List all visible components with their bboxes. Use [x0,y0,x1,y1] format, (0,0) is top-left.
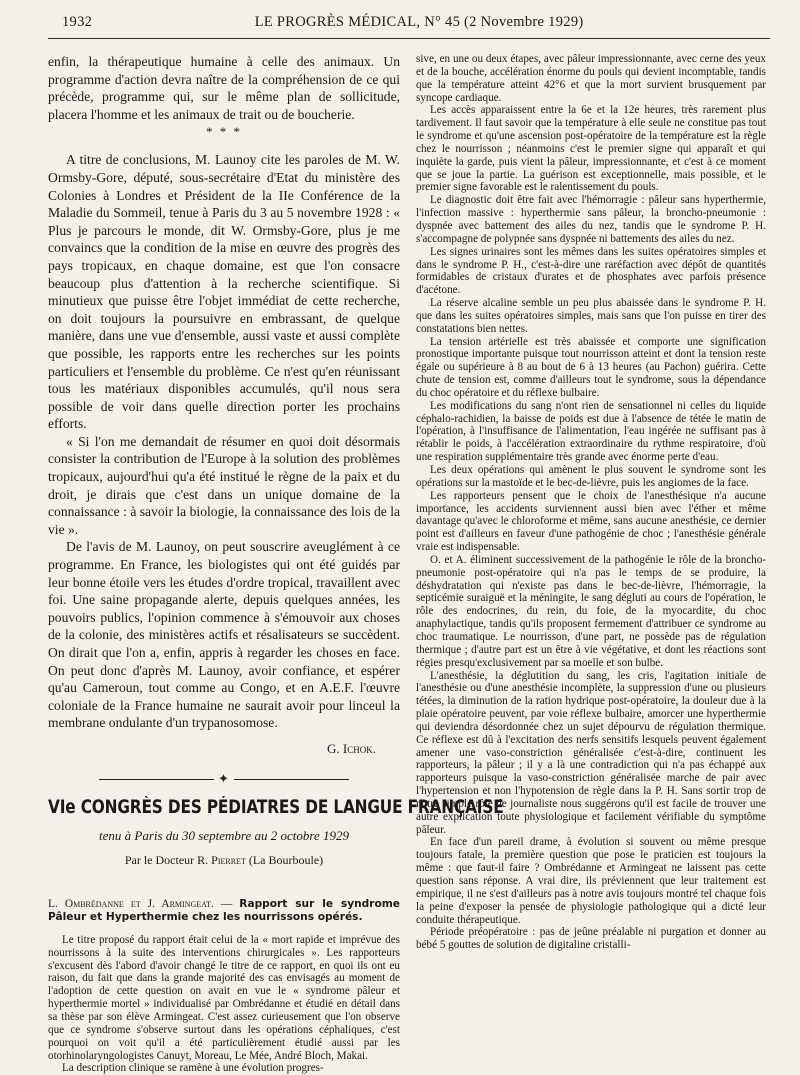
journal-title: LE PROGRÈS MÉDICAL, N° 45 (2 Novembre 1929) [254,14,584,30]
two-column-body [48,53,770,1075]
paragraph: Les signes urinaires sont les mêmes dans les suites opératoires simples et dans le syndrome P. H., c'est-à-dire une raréfaction avec dépôt de quantités formidables de cristaux d'urates et de phosphates avec parfois présence d'acétone. [416,245,766,297]
congress-title: VIe CONGRÈS DES PÉDIATRES DE LANGUE FRANÇAISE [48,797,504,819]
report-authors: L. Ombrédanne et J. Armingeat. — [48,897,233,910]
paragraph: L'anesthésie, la déglutition du sang, les cris, l'agitation initiale de l'anesthésie ou d'une anesthésie incomplète, la suppression d'une ou plusieurs tétées, la diminution de la ration hydrique post-opératoire, la douleur due à la plaie opératoire peuvent, par voie réflexe bulbaire, amorcer une hyperthermie qui deviendra désordonnée chez un sujet dépourvu de régulation thermique. Ce réflexe est dû à l'excitation des nerfs sensitifs lesquels peuvent également amener une vaso-constriction généralisée c'est-à-dire, continuent les rapporteurs, la pâleur ; il y a là une contradiction qui n'a pas échappé aux rapporteurs puisque la vaso-constriction généralisée marche de pair avec l'hypertension et non l'hypotension de règle dans la P. H. Sans sortir trop de notre simple rôle de journaliste nous suggérons qu'il est facile de trouver une autre explication toute physiologique et facilement vérifiable du symptôme pâleur. [416,669,766,836]
paragraph: enfin, la thérapeutique humaine à celle des animaux. Un programme d'action devra naître de la compréhension de ce qui précède, programme qui, sur le même plan de sollicitude, placera l'homme et les animaux de trait ou de boucherie. [48,54,400,122]
author-signature: G. Ichok. [327,740,376,756]
paragraph: Le diagnostic doit être fait avec l'hémorragie : pâleur sans hyperthermie, l'infection massive : hyperthermie sans pâleur, la broncho-pneumonie : dyspnée avec battement des ailes du nez, tandis que le syndrome P. H. s'accompagne de polypnée sans dyspnée ni battements des ailes du nez. [416,194,766,245]
paragraph: La réserve alcaline semble un peu plus abaissée dans le syndrome P. H. que dans les suites opératoires simples, mais sans que l'on puisse en tirer des constatations bien nettes. [416,297,766,335]
section-stars: * * * [206,124,242,140]
paragraph: « Si l'on me demandait de résumer en quoi doit désormais consister la contribution de l'Europe à la solution des problèmes tropicaux, aujourd'hui qu'a été institué le règne de la paix et du droit, je dirais que c'est dans un unique domaine de la connaissance : à savoir la biologie, la connaissance des lois de la vie ». [48,433,400,537]
paragraph: Période préopératoire : pas de jeûne préalable ni purgation et donner au bébé 5 gouttes de solution de digitaline cristalli- [416,926,766,952]
report-title: Rapport sur le syndrome Pâleur et Hyperthermie chez les nourrissons opérés. [48,897,400,923]
congress-author [48,852,400,870]
paragraph: De l'avis de M. Launoy, on peut souscrire aveuglément à ce programme. En France, les biologistes qui ont été guidés par leur bonne étoile vers les études d'ordre tropical, travaillent avec foi. Une saine propagande alerte, depuis quelques années, les pouvoirs publics, l'opinion commence à s'émouvoir aux choses de la colonie, des ministères actifs et résalisateurs se succèdent. On dirait que l'on a, enfin, appris à regarder les choses en face. On peut donc d'après M. Launoy, avoir confiance, et espérer qu'au Cameroun, tout comme au Congo, et en A.E.F. l'œuvre coloniale de la France humaine ne saurait avoir pour linceul la membrane ondulante d'un trypanosomose. [48,539,400,731]
report-section [48,898,400,1075]
paragraph: O. et A. éliminent successivement de la pathogénie le rôle de la broncho-pneumonie post-opératoire qui n'a pas le temps de se produire, la déshydratation qui n'existe pas dans le bec-de-lièvre, l'hémorragie, la septicémie suraiguë et la méningite, le sang dégluti au cours de l'opération, le rôle des endocrines, du rein, du foie, de la myocardite, du choc anaphylactique, tandis qu'ils proposent fermement d'attribuer ce syndrome au choc traumatique. Le nourrisson, d'une part, ne possède pas de régulation thermique ; d'autre part est un être à vie végétative, et dont les réactions sont régies presqu'exclusivement par sa moelle et son bulbe. [416,553,766,669]
congress-subtitle: tenu à Paris du 30 septembre au 2 octobre 1929 [99,827,349,843]
ornament-rule [99,779,214,780]
author-name: R. Pierret [197,853,246,868]
paragraph: Les rapporteurs pensent que le choix de l'anesthésique n'a aucune importance, les accidents surviennent aussi bien avec l'éther et même davantage qu'avec le chloroforme et même, sans aucune anesthésie, ce dernier point est d'ailleurs en faveur d'une pathogénie de choc ; l'anesthésie générale vraie est indispensable. [416,489,766,554]
ornament-glyph: ✦ [218,770,230,786]
left-column [48,53,504,1075]
author-affiliation: (La Bourboule) [248,853,324,868]
paragraph: sive, en une ou deux étapes, avec pâleur impressionnante, avec cerne des yeux et de la bouche, accélération énorme du pouls qui devient incomptable, tandis que la température atteint 42°6 et que la mort survient brusquement par syncope cardiaque. [416,53,766,104]
paragraph: La description clinique se ramène à une évolution progres- [62,1062,324,1075]
running-header [48,14,770,39]
paragraph: A titre de conclusions, M. Launoy cite les paroles de M. W. Ormsby-Gore, député, sous-secrétaire d'Etat du ministère des Colonies à Londres et Président de la IIe Conférence de la Maladie du Sommeil, tenue à Paris du 3 au 5 novembre 1928 : « Plus je parcours le monde, dit W. Ormsby-Gore, plus je me convaincs que la condition de la mise en œuvre des progrès des pays tropicaux, en chaque domaine, est que l'on consacre beaucoup plus d'attention à la recherche scientifique. Si minutieux que puisse être l'objet immédiat de cette recherche, on doit toujours la poursuivre en embrassant, de quelque manière, dans une vue d'ensemble, aussi vaste et aussi complète que possible, les rapports entre les recherches sur les points particuliers et l'ensemble du problème. Ce n'est qu'en réunissant tous les matériaux disponibles accumulés, qu'il nous sera possible de voir dans quelle direction porter les prochains efforts. [48,152,400,432]
paragraph: En face d'un pareil drame, à évolution si souvent ou même presque toujours fatale, la première question que pose le praticien est toujours la même : que faut-il faire ? Ombrédanne et Armingeat ne laissent pas cette question sans réponse. A vrai dire, ils préviennent que leur traitement est empirique, il ne s'est d'ailleurs pas à notre avis toujours montré tel chaque fois la peine d'exposer la pensée de physiologie pathologique qui a dicté leur conduite thérapeutique. [416,836,766,926]
author-prefix: Par le Docteur [124,853,195,868]
paragraph: La tension artérielle est très abaissée et comporte une signification pronostique importante puisque tout nourrisson atteint et dont la tension reste égale ou supérieure à 8 au bout de 6 à 13 heures (au Pachon) guérira. Cette chute de tension est, comme d'ailleurs tout le syndrome, sous la dépendance du choc opératoire et du réflexe bulbaire. [416,335,766,399]
ornament-rule [234,779,349,780]
paragraph: Les accès apparaissent entre la 6e et la 12e heures, très rarement plus tardivement. Il faut savoir que la température à elle seule ne constitue pas tout le syndrome et qu'une ascension post-opératoire de la température est la règle chez le nourrisson ; néanmoins c'est le premier signe qui apparaît et qui inquiète la garde, puis vient la pâleur, impressionnante, et c'est à ce moment que se joue la partie. La guérison est exceptionnelle, mais possible, et le premier signe favorable est le ralentissement du pouls. [416,104,766,194]
paragraph: Les deux opérations qui amènent le plus souvent le syndrome sont les opérations sur la mastoïde et le bec-de-lièvre, puis les angiomes de la face. [416,464,766,489]
report-heading [48,898,400,924]
right-column [416,53,766,1075]
page-number: 1932 [62,14,93,30]
paragraph: Les modifications du sang n'ont rien de sensationnel ni celles du liquide céphalo-rachidien, la baisse de poids est due à l'absence de tétée le matin de l'opération, à l'insuffisance de l'alimentation, l'eau ingérée ne suffisant pas à rétablir le poids, à l'accélération extraordinaire du rythme respiratoire, d'où une respiration supplémentaire très grande avec énorme perte d'eau. [416,399,766,464]
paragraph: Le titre proposé du rapport était celui de la « mort rapide et imprévue des nourrissons à la suite des interventions chirurgicales ». Les rapporteurs s'excusent dès l'abord d'avoir changé le titre de ce rapport, en quoi ils ont eu raison, du fait que dans la grande majorité des cas envisagés au moment de l'adoption de cette question on avait en vue le « syndrome pâleur et hyperthermie mortel » individualisé par Ombrédanne et étudié en détail dans sa thèse par son élève Armingeat. C'est assez curieusement que l'on observe que ce syndrome s'observe surtout dans les opérations céphaliques, c'est pourquoi on voit qu'il a été particulièrement étudié aussi par les otorhinolaryngologistes Canuyt, Moreau, Le Mée, André Bloch, Makai. [48,933,400,1062]
section-ornament [48,770,400,788]
